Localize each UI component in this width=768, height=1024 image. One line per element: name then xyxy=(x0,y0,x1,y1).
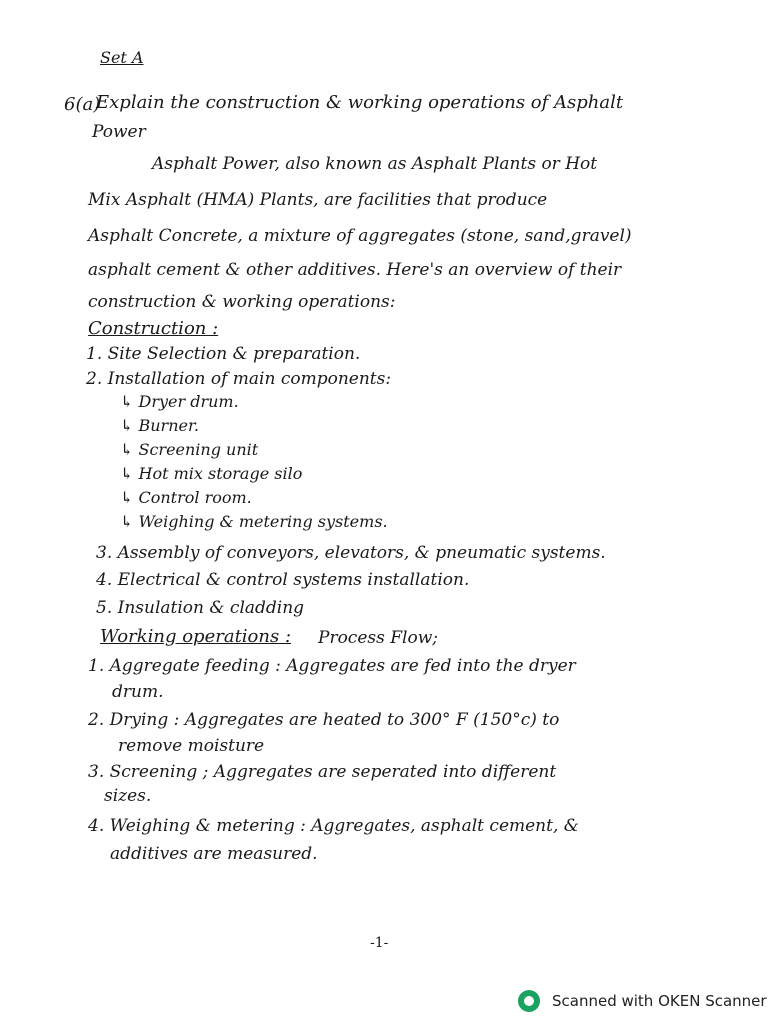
question-line-1: Explain the construction & working operations of Asphalt xyxy=(96,92,624,113)
construction-step-3: 3. Assembly of conveyors, elevators, & pneumatic systems. xyxy=(96,543,606,563)
intro-line-4: asphalt cement & other additives. Here's an overview of their xyxy=(88,260,622,280)
intro-line-2: Mix Asphalt (HMA) Plants, are facilities that produce xyxy=(88,190,548,210)
construction-heading: Construction : xyxy=(88,318,219,339)
working-step-2-cont: remove moisture xyxy=(118,736,265,756)
oken-logo-icon xyxy=(518,990,540,1012)
component-item: ↳ Burner. xyxy=(120,416,199,435)
component-item: ↳ Dryer drum. xyxy=(120,392,239,411)
working-step-3-cont: sizes. xyxy=(104,786,152,806)
construction-step-4: 4. Electrical & control systems installation. xyxy=(96,570,470,590)
working-step-1-cont: drum. xyxy=(112,682,164,702)
construction-step-2: 2. Installation of main components: xyxy=(86,369,392,389)
question-number: 6(a) xyxy=(64,94,101,115)
set-title: Set A xyxy=(100,48,144,67)
component-item: ↳ Screening unit xyxy=(120,440,259,459)
page-number: -1- xyxy=(370,935,389,951)
scanner-label: Scanned with OKEN Scanner xyxy=(552,992,767,1010)
working-heading: Working operations : xyxy=(100,626,292,647)
component-item: ↳ Weighing & metering systems. xyxy=(120,512,388,531)
working-step-4: 4. Weighing & metering : Aggregates, asphalt cement, & xyxy=(88,816,579,836)
working-heading-suffix: Process Flow; xyxy=(318,628,438,648)
question-line-2: Power xyxy=(92,122,146,142)
working-step-4-cont: additives are measured. xyxy=(110,844,318,864)
intro-line-5: construction & working operations: xyxy=(88,292,396,312)
intro-line-1: Asphalt Power, also known as Asphalt Plants or Hot xyxy=(152,154,598,174)
working-step-2: 2. Drying : Aggregates are heated to 300° F (150°c) to xyxy=(88,710,560,730)
component-item: ↳ Hot mix storage silo xyxy=(120,464,303,483)
working-step-3: 3. Screening ; Aggregates are seperated into different xyxy=(88,762,557,782)
component-item: ↳ Control room. xyxy=(120,488,252,507)
scanner-watermark xyxy=(518,990,767,1012)
construction-step-5: 5. Insulation & cladding xyxy=(96,598,305,618)
construction-step-1: 1. Site Selection & preparation. xyxy=(86,344,361,364)
working-step-1: 1. Aggregate feeding : Aggregates are fed into the dryer xyxy=(88,656,576,676)
intro-line-3: Asphalt Concrete, a mixture of aggregates (stone, sand,gravel) xyxy=(88,226,632,246)
